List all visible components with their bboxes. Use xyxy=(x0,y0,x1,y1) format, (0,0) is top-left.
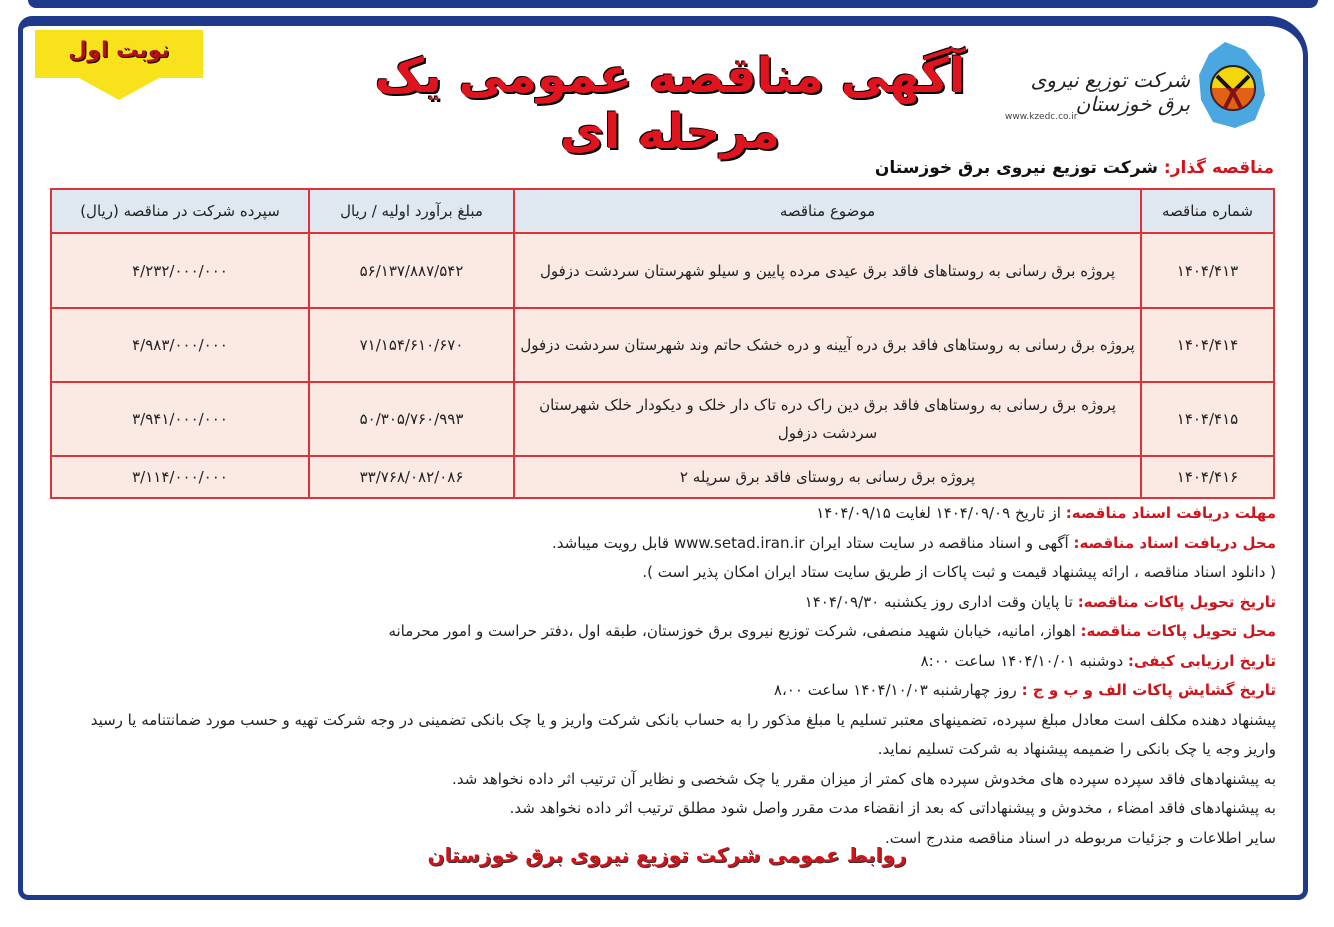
tender-subject: پروژه برق رسانی به روستاهای فاقد برق دین راک دره تاک دار خلک و دیکودار خلک شهرستان سردشت دزفول xyxy=(514,382,1141,456)
tender-deposit: ۴/۲۳۲/۰۰۰/۰۰۰ xyxy=(51,233,309,308)
company-logo-url: www.kzedc.co.ir xyxy=(1005,112,1078,122)
detail-line: مهلت دریافت اسناد مناقصه: از تاریخ ۱۴۰۴/۰۹/۰۹ لغایت ۱۴۰۴/۰۹/۱۵ xyxy=(816,504,1276,522)
detail-line: پیشنهاد دهنده مکلف است معادل مبلغ سپرده، تضمینهای معتبر تسلیم یا مبلغ مذکور را به حساب بانکی شرکت واریز و یا چک بانکی تضمینی در وجه شرکت تهیه و حسب مورد ضمانتنامه یا رسید واریز وجه یا چک بانکی را ضمیمه پیشنهاد به شرکت تسلیم نماید. xyxy=(90,710,1276,758)
detail-line: محل دریافت اسناد مناقصه: آگهی و اسناد مناقصه در سایت ستاد ایران www.setad.iran.ir قابل رویت میباشد. xyxy=(551,533,1276,552)
detail-line: تاریخ ارزیابی کیفی: دوشنبه ۱۴۰۴/۱۰/۰۱ ساعت ۸:۰۰ xyxy=(920,651,1276,670)
issuer-value: شرکت توزیع نیروی برق خوزستان xyxy=(874,158,1158,178)
tender-table xyxy=(50,188,1275,499)
tender-estimate: ۷۱/۱۵۴/۶۱۰/۶۷۰ xyxy=(309,308,514,382)
issuer-label: مناقصه گذار: xyxy=(1163,158,1274,178)
detail-line: به پیشنهادهای فاقد امضاء ، مخدوش و پیشنهاداتی که بعد از انقضاء مدت مقرر واصل شود مطلق ترتیب اثر داده نخواهد شد. xyxy=(509,799,1276,817)
tender-deposit: ۳/۹۴۱/۰۰۰/۰۰۰ xyxy=(51,382,309,456)
tender-subject: پروژه برق رسانی به روستای فاقد برق سرپله ۲ xyxy=(514,456,1141,498)
top-border-bar xyxy=(28,0,1318,8)
badge-text: نوبت اول xyxy=(68,38,170,63)
header-subject: موضوع مناقصه xyxy=(514,189,1141,233)
tender-details xyxy=(60,499,1276,853)
table-row xyxy=(51,233,1274,308)
first-publication-badge xyxy=(35,30,203,78)
tender-deposit: ۴/۹۸۳/۰۰۰/۰۰۰ xyxy=(51,308,309,382)
public-relations-signature: روابط عمومی شرکت توزیع نیروی برق خوزستان xyxy=(427,843,907,867)
tender-number: ۱۴۰۴/۴۱۵ xyxy=(1141,382,1274,456)
detail-line: ( دانلود اسناد مناقصه ، ارائه پیشنهاد قیمت و ثبت پاکات از طریق سایت ستاد ایران امکان پذیر است ). xyxy=(642,563,1276,581)
tender-deposit: ۳/۱۱۴/۰۰۰/۰۰۰ xyxy=(51,456,309,498)
company-logo-name: شرکت توزیع نیروی برق خوزستان xyxy=(1030,68,1190,116)
header-number: شماره مناقصه xyxy=(1141,189,1274,233)
tender-estimate: ۵۶/۱۳۷/۸۸۷/۵۴۲ xyxy=(309,233,514,308)
tender-issuer xyxy=(875,158,1274,178)
ad-title: آگهی مناقصه عمومی یک مرحله ای xyxy=(374,48,966,160)
detail-line: محل تحویل پاکات مناقصه: اهواز، امانیه، خیابان شهید منصفی، شرکت توزیع نیروی برق خوزستان، طبقه اول ،دفتر حراست و امور محرمانه xyxy=(388,622,1276,640)
header-deposit: سپرده شرکت در مناقصه (ریال) xyxy=(51,189,309,233)
tender-estimate: ۵۰/۳۰۵/۷۶۰/۹۹۳ xyxy=(309,382,514,456)
tender-number: ۱۴۰۴/۴۱۴ xyxy=(1141,308,1274,382)
tender-number: ۱۴۰۴/۴۱۶ xyxy=(1141,456,1274,498)
tender-number: ۱۴۰۴/۴۱۳ xyxy=(1141,233,1274,308)
tender-estimate: ۳۳/۷۶۸/۰۸۲/۰۸۶ xyxy=(309,456,514,498)
table-row xyxy=(51,382,1274,456)
table-row xyxy=(51,456,1274,498)
tender-subject: پروژه برق رسانی به روستاهای فاقد برق دره آیینه و دره خشک حاتم وند شهرستان سردشت دزفول xyxy=(514,308,1141,382)
detail-line: تاریخ تحویل پاکات مناقصه: تا پایان وقت اداری روز یکشنبه ۱۴۰۴/۰۹/۳۰ xyxy=(804,592,1276,611)
detail-line: به پیشنهادهای فاقد سپرده سپرده های مخدوش سپرده های کمتر از میزان مقرر یا چک شخصی و نظایر آن ترتیب اثر داده نخواهد شد. xyxy=(452,769,1276,788)
header-estimate: مبلغ برآورد اولیه / ریال xyxy=(309,189,514,233)
tender-subject: پروژه برق رسانی به روستاهای فاقد برق عیدی مرده پایین و سیلو شهرستان سردشت دزفول xyxy=(514,233,1141,308)
company-logo-icon xyxy=(1195,40,1267,130)
table-row xyxy=(51,308,1274,382)
detail-line: سایر اطلاعات و جزئیات مربوطه در اسناد مناقصه مندرج است. xyxy=(885,828,1276,847)
detail-line: تاریخ گشایش پاکات الف و ب و ج : روز چهارشنبه ۱۴۰۴/۱۰/۰۳ ساعت ۸،۰۰ xyxy=(773,681,1276,699)
